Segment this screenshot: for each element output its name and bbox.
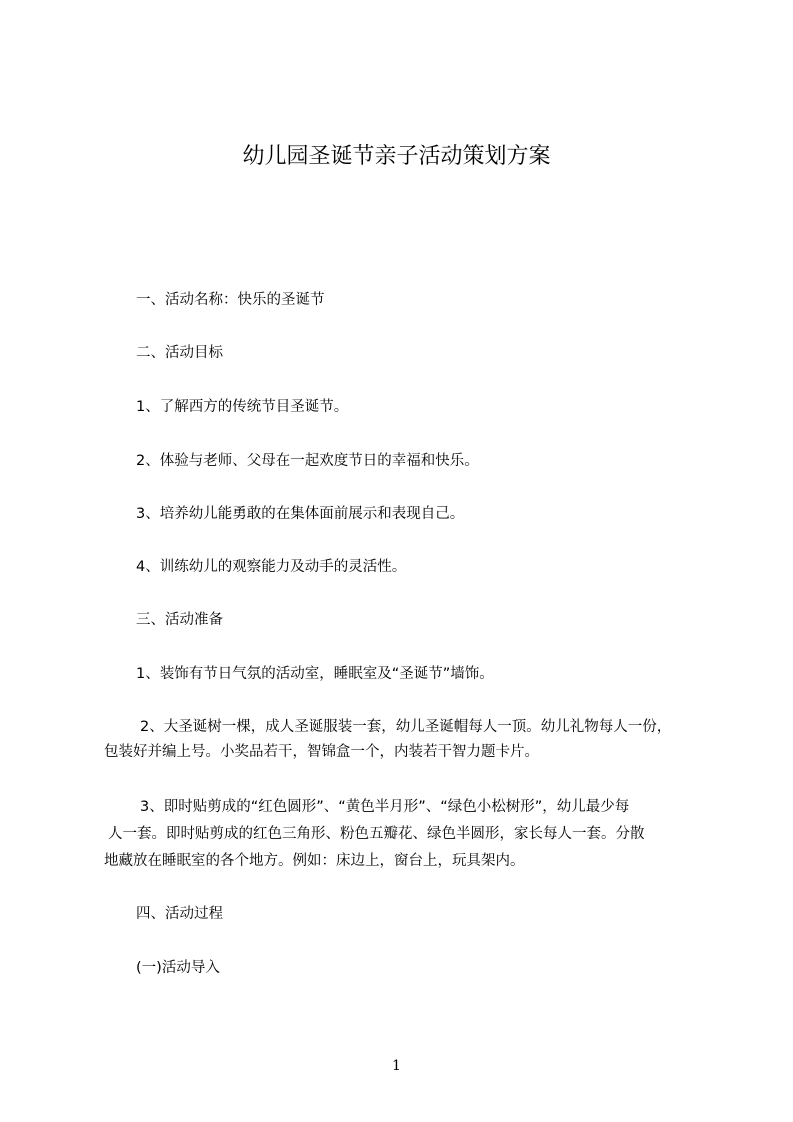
paragraph-line: 2、大圣诞树一棵，成人圣诞服装一套，幼儿圣诞帽每人一顶。幼儿礼物每人一份， bbox=[140, 719, 672, 735]
section-heading-2: 二、活动目标 bbox=[136, 345, 223, 361]
section-heading-4: 四、活动过程 bbox=[136, 906, 223, 922]
subsection-heading: (一)活动导入 bbox=[136, 960, 220, 976]
paragraph-line: 3、即时贴剪成的“红色圆形”、“黄色半月形”、“绿色小松树形”，幼儿最少每 bbox=[140, 799, 630, 815]
page-number: 1 bbox=[392, 1058, 401, 1074]
paragraph-line: 1、装饰有节日气氛的活动室，睡眠室及“圣诞节”墙饰。 bbox=[136, 666, 494, 682]
paragraph-line: 地藏放在睡眠室的各个地方。例如：床边上，窗台上，玩具架内。 bbox=[104, 853, 525, 869]
section-heading-3: 三、活动准备 bbox=[136, 612, 223, 628]
paragraph-line: 人一套。即时贴剪成的红色三角形、粉色五瓣花、绿色半圆形，家长每人一套。分散 bbox=[108, 826, 645, 842]
paragraph-line: 2、体验与老师、父母在一起欢度节日的幸福和快乐。 bbox=[136, 453, 479, 469]
section-heading-1: 一、活动名称：快乐的圣诞节 bbox=[136, 292, 325, 308]
paragraph-line: 1、了解西方的传统节目圣诞节。 bbox=[136, 399, 349, 415]
paragraph-line: 4、训练幼儿的观察能力及动手的灵活性。 bbox=[136, 559, 407, 575]
paragraph-line: 包装好并编上号。小奖品若干，智锦盒一个，内装若干智力题卡片。 bbox=[104, 744, 539, 760]
paragraph-line: 3、培养幼儿能勇敢的在集体面前展示和表现自己。 bbox=[136, 506, 465, 522]
document-title: 幼儿园圣诞节亲子活动策划方案 bbox=[242, 144, 551, 169]
